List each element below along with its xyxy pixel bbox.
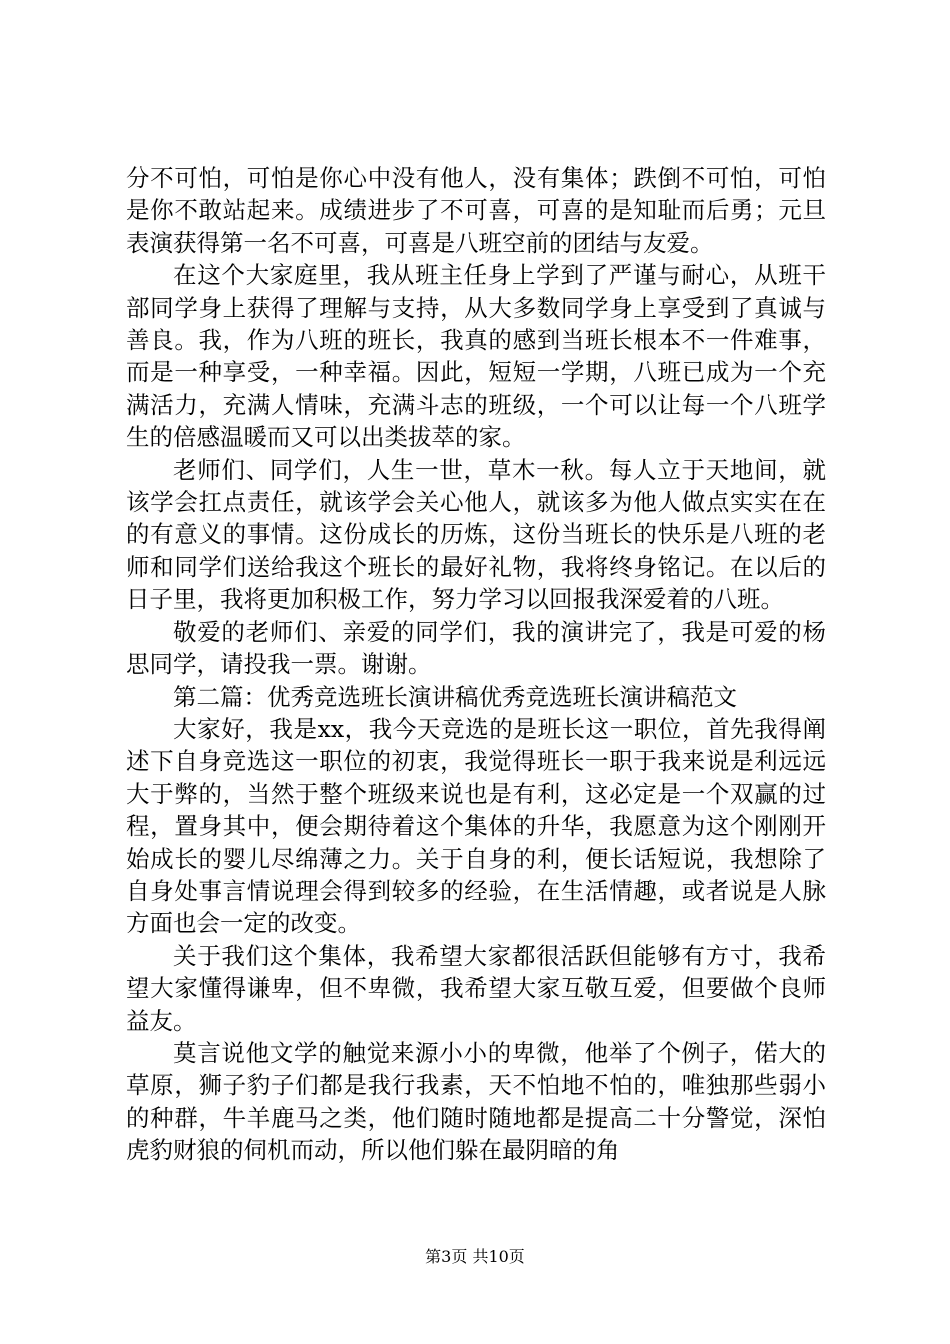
section-heading: 第二篇：优秀竞选班长演讲稿优秀竞选班长演讲稿范文: [173, 682, 737, 711]
paragraph: 在这个大家庭里，我从班主任身上学到了严谨与耐心，从班干部同学身上获得了理解与支持，从大多数同学身上享受到了真诚与善良。我，作为八班的班长，我真的感到当班长根本不一件难事，而是一种享受，一种幸福。因此，短短一学期，八班已成为一个充满活力，充满人情味，充满斗志的班级，一个可以让每一个八班学生的倍感温暖而又可以出类拔萃的家。: [126, 261, 826, 452]
paragraph: 大家好，我是xx，我今天竞选的是班长这一职位，首先我得阐述下自身竞选这一职位的初衷，我觉得班长一职于我来说是利远远大于弊的，当然于整个班级来说也是有利，这必定是一个双赢的过程，置身其中，便会期待着这个集体的升华，我愿意为这个刚刚开始成长的婴儿尽绵薄之力。关于自身的利，便长话短说，我想除了自身处事言情说理会得到较多的经验，在生活情趣，或者说是人脉方面也会一定的改变。: [126, 714, 826, 938]
paragraph: 老师们、同学们，人生一世，草木一秋。每人立于天地间，就该学会扛点责任，就该学会关心他人，就该多为他人做点实实在在的有意义的事情。这份成长的历炼，这份当班长的快乐是八班的老师和同学们送给我这个班长的最好礼物，我将终身铭记。在以后的日子里，我将更加积极工作，努力学习以回报我深爱着的八班。: [126, 455, 826, 614]
paragraph: 敬爱的老师们、亲爱的同学们，我的演讲完了，我是可爱的杨思同学，请投我一票。谢谢。: [126, 617, 826, 679]
document-body: [126, 162, 826, 1167]
paragraph: 莫言说他文学的触觉来源小小的卑微，他举了个例子，偌大的草原，狮子豹子们都是我行我素，天不怕地不怕的，唯独那些弱小的种群，牛羊鹿马之类，他们随时随地都是提高二十分警觉，深怕虎豹财狼的伺机而动，所以他们躲在最阴暗的角: [126, 1038, 826, 1165]
page-number-footer: 第3页 共10页: [425, 1247, 525, 1266]
paragraph: 关于我们这个集体，我希望大家都很活跃但能够有方寸，我希望大家懂得谦卑，但不卑微，我希望大家互敬互爱，但要做个良师益友。: [126, 941, 826, 1035]
paragraph-continued: 分不可怕，可怕是你心中没有他人，没有集体；跌倒不可怕，可怕是你不敢站起来。成绩进步了不可喜，可喜的是知耻而后勇；元旦表演获得第一名不可喜，可喜是八班空前的团结与友爱。: [126, 164, 826, 257]
